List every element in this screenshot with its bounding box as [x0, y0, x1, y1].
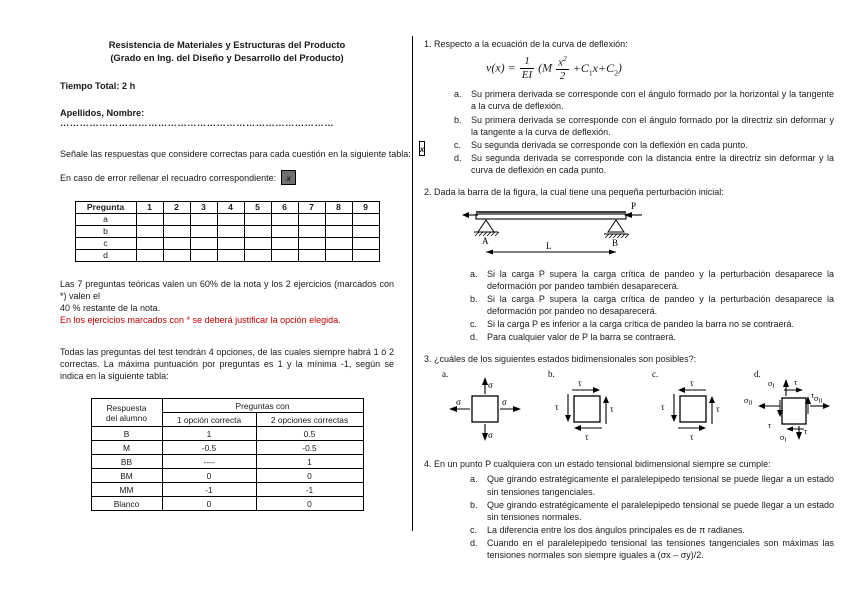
stress-d-label-sigma-ii-right: σII [814, 394, 823, 405]
option-text: Su segunda derivada se corresponde con la deflexión en cada punto. [471, 139, 748, 150]
option-letter: a. [470, 268, 478, 279]
question-3-stem [424, 353, 834, 365]
answer-grid-col-9: 9 [352, 201, 379, 213]
stress-d-arrow-sigma-i-up-head [783, 379, 789, 387]
equation-x-denominator: 2 [556, 69, 569, 82]
scoring-value-BM-2: 0 [256, 469, 363, 483]
question-4-options [424, 473, 834, 560]
answer-cell-d4[interactable] [217, 249, 244, 261]
question-4-text: En un punto P cualquiera con un estado tensional bidimensional siempre se cumple: [434, 459, 771, 470]
scoring-value-Blanco-1: 0 [162, 497, 256, 511]
stress-a-label-top: σ [488, 380, 493, 391]
deflection-equation [424, 55, 834, 82]
answer-cell-b6[interactable] [271, 225, 298, 237]
answer-cell-b7[interactable] [298, 225, 325, 237]
question-2-option-c[interactable] [470, 318, 834, 330]
question-1-text: Respecto a la ecuación de la curva de deflexión: [434, 39, 628, 49]
stress-b-arrow-left-head [565, 415, 571, 422]
answer-cell-a8[interactable] [325, 213, 352, 225]
stress-c-arrow-right-head [709, 396, 715, 403]
answer-grid-row-label-b: b [75, 225, 136, 237]
scoring-value-B-2: 0.5 [256, 427, 363, 441]
scoring-value-MM-2: -1 [256, 483, 363, 497]
answer-cell-c1[interactable] [136, 237, 163, 249]
question-2 [424, 186, 834, 343]
answer-cell-c8[interactable] [325, 237, 352, 249]
question-2-option-d[interactable] [470, 331, 834, 343]
stress-b-label-right: τ [610, 404, 614, 415]
answer-cell-b4[interactable] [217, 225, 244, 237]
scoring-row-label-M: M [91, 441, 162, 455]
scoring-row-label-BB: BB [91, 455, 162, 469]
equation-close-paren: ) [617, 60, 622, 75]
option-letter: b. [470, 294, 478, 304]
question-3 [424, 353, 834, 448]
answer-grid-col-4: 4 [217, 201, 244, 213]
scoring-value-B-1: 1 [162, 427, 256, 441]
answer-grid-header-label: Pregunta [75, 201, 136, 213]
support-a-triangle [478, 220, 494, 232]
stress-d-label-sigma-i-bottom: σI [780, 433, 787, 444]
answer-cell-d1[interactable] [136, 249, 163, 261]
answer-grid-col-2: 2 [163, 201, 190, 213]
stress-a-letter: a. [442, 369, 449, 380]
equation-x-exponent: 2 [563, 54, 567, 64]
stress-b-element [574, 396, 600, 422]
answer-grid-col-3: 3 [190, 201, 217, 213]
stress-d-label-tau-left: τ [768, 421, 772, 431]
option-letter: b. [454, 114, 462, 125]
question-1-option-a[interactable] [454, 88, 834, 112]
scoring-row-label-Blanco: Blanco [91, 497, 162, 511]
answer-cell-a9[interactable] [352, 213, 379, 225]
option-text: La diferencia entre los dos ángulos principales es de π radianes. [487, 524, 745, 535]
stress-d-arrow-sigma-i-down-head [796, 432, 802, 440]
table-row [91, 469, 363, 483]
dimension-arrow-right [609, 249, 616, 254]
scoring-value-M-1: -0.5 [162, 441, 256, 455]
equation-x-numerator: $x^2$ [558, 54, 567, 69]
scoring-value-Blanco-2: 0 [256, 497, 363, 511]
title-line-2: (Grado en Ing. del Diseño y Desarrollo del Producto) [110, 52, 344, 64]
scoring-header-col-2: 2 opciones correctas [256, 413, 363, 427]
stress-elements-svg [424, 368, 840, 448]
question-4-number: 4. [424, 459, 432, 470]
question-2-number: 2. [424, 186, 432, 197]
table-row [75, 213, 379, 225]
option-text: Si la carga P supera la carga crítica de pandeo y la perturbación desaparece la deformación por pandeo no desaparecerá. [487, 294, 834, 317]
answer-cell-a3[interactable] [190, 213, 217, 225]
beam-bar [476, 214, 626, 219]
stress-d-element [782, 398, 806, 424]
question-3-number: 3. [424, 354, 432, 365]
answer-cell-d7[interactable] [298, 249, 325, 261]
option-text: Que girando estratégicamente el paralelepipedo tensional se puede llegar a un estado sin tensiones normales. [487, 499, 834, 522]
stress-a-label-right: σ [502, 397, 507, 408]
answer-grid-table[interactable] [75, 201, 380, 262]
question-1-number: 1. [424, 39, 432, 49]
beam-label-b: B [612, 237, 619, 248]
stress-b-label-top: τ [578, 378, 582, 389]
stress-d-arrow-sigma-ii-right-head [823, 403, 830, 409]
stress-d-label-tau-right: τ [811, 391, 815, 401]
scoring-value-BM-1: 0 [162, 469, 256, 483]
answer-cell-b1[interactable] [136, 225, 163, 237]
scoring-value-MM-1: -1 [162, 483, 256, 497]
stress-c-label-right: τ [716, 404, 720, 415]
equation-lhs: v(x) = [486, 60, 516, 75]
question-1-option-c[interactable] [454, 139, 834, 151]
answer-cell-a2[interactable] [163, 213, 190, 225]
question-1-stem [424, 38, 834, 50]
answer-cell-c9[interactable] [352, 237, 379, 249]
scoring-row-label-MM: MM [91, 483, 162, 497]
option-letter: a. [454, 89, 462, 100]
answer-grid-row-label-a: a [75, 213, 136, 225]
scoring-row-label-B: B [91, 427, 162, 441]
support-b-triangle [608, 220, 624, 232]
answer-grid-col-1: 1 [136, 201, 163, 213]
equation-fraction-x2-2 [556, 55, 569, 82]
stress-d-arrow-tau-top-head [796, 388, 803, 393]
option-letter: c. [454, 139, 462, 150]
scoring-header-response-line1: Respuesta [106, 402, 147, 413]
answer-grid-col-5: 5 [244, 201, 271, 213]
stress-a-label-bottom: σ [488, 430, 493, 441]
option-text: Cuando en el paralelepipedo tensional las tensiones tangenciales son máximas las tensiones normales son siempre iguales a (σx – σy)/2. [487, 537, 834, 560]
answer-cell-a7[interactable] [298, 213, 325, 225]
example-mark-box[interactable]: x [419, 141, 425, 156]
equation-c2-term: $x+C_2$ [592, 60, 618, 77]
grading-note-line-1: Las 7 preguntas teóricas valen un 60% de la nota y los 2 ejercicios (marcados con *) valen el [60, 278, 394, 301]
stress-c-label-top: τ [690, 378, 694, 389]
answer-cell-a1[interactable] [136, 213, 163, 225]
apellidos-dotted-line: ………………………………………………………………………… [60, 117, 335, 128]
answer-grid-row-label-c: c [75, 237, 136, 249]
table-row [91, 497, 363, 511]
answer-cell-d9[interactable] [352, 249, 379, 261]
answer-cell-b3[interactable] [190, 225, 217, 237]
stress-d-arrow-tau-bottom-head [786, 427, 793, 432]
answer-cell-b5[interactable] [244, 225, 271, 237]
stress-d-letter: d. [754, 369, 761, 380]
scoring-value-M-2: -0.5 [256, 441, 363, 455]
stress-c-element [680, 396, 706, 422]
scoring-header-response-line2: del alumno [106, 412, 147, 423]
option-text: Si la carga P supera la carga crítica de pandeo y la perturbación desaparece la deformación por pandeo también desaparecerá. [487, 268, 834, 291]
option-text: Si la carga P es inferior a la carga crítica de pandeo la barra no se contraerá. [487, 319, 795, 330]
beam-label-p: P [631, 201, 637, 211]
question-4-stem [424, 458, 834, 470]
stress-c-arrow-bottom-head [699, 425, 706, 431]
table-row [91, 441, 363, 455]
option-letter: c. [470, 524, 478, 535]
stress-a-arrow-right-head [513, 406, 521, 412]
beam-label-a: A [482, 235, 489, 246]
scoring-header-col-1: 1 opción correcta [162, 413, 256, 427]
question-1-option-b[interactable] [454, 114, 834, 138]
answer-cell-c4[interactable] [217, 237, 244, 249]
stress-a-label-left: σ [456, 397, 461, 408]
dimension-arrow-left [486, 249, 493, 254]
answer-grid-row-label-d: d [75, 249, 136, 261]
answer-cell-c3[interactable] [190, 237, 217, 249]
answer-cell-a4[interactable] [217, 213, 244, 225]
answer-cell-c6[interactable] [271, 237, 298, 249]
option-text: Su primera derivada se corresponde con el ángulo formado por la horizontal y la tangente a la curva de deflexión. [471, 89, 834, 112]
scoring-table [91, 398, 364, 511]
question-1 [424, 38, 834, 176]
stress-c-label-bottom: τ [690, 432, 694, 443]
grading-note-paragraph [60, 278, 394, 314]
question-4-option-d[interactable] [470, 537, 834, 561]
answer-cell-b8[interactable] [325, 225, 352, 237]
answer-grid-col-6: 6 [271, 201, 298, 213]
scoring-header-response [91, 399, 162, 427]
buckling-beam-figure [424, 202, 834, 264]
equation-fraction-1-EI [520, 56, 534, 81]
question-4 [424, 458, 834, 560]
beam-diagram-svg [424, 202, 684, 264]
equation-c1-term: $+C_1$ [572, 60, 593, 77]
scoring-intro-paragraph: Todas las preguntas del test tendrán 4 opciones, de las cuales siempre habrá 1 ó 2 correctas. La máxima puntuación por preguntas es 1 y la mínima -1, según se indica en la siguiente tabla: [60, 346, 394, 381]
answer-cell-b9[interactable] [352, 225, 379, 237]
stress-d-label-sigma-ii-left: σII [744, 396, 753, 407]
table-row [91, 427, 363, 441]
equation-open-paren-M: (M [538, 60, 553, 75]
option-text: Que girando estratégicamente el paralelepipedo tensional se puede llegar a un estado sin tensiones tangenciales. [487, 474, 834, 497]
answer-cell-d2[interactable] [163, 249, 190, 261]
reaction-arrow-left-head [462, 212, 469, 218]
question-2-option-b[interactable] [470, 293, 834, 317]
stress-d-arrow-sigma-ii-left-head [758, 403, 765, 409]
scoring-value-BB-1: ---- [162, 455, 256, 469]
stress-d-label-tau-bottom: τ [804, 427, 808, 437]
question-4-option-b[interactable] [470, 499, 834, 523]
equation-frac-denominator: EI [521, 69, 533, 82]
table-row [75, 249, 379, 261]
table-row [91, 483, 363, 497]
answer-cell-d3[interactable] [190, 249, 217, 261]
right-column [412, 0, 848, 600]
instruction-error-correction [60, 169, 394, 187]
question-2-text: Dada la barra de la figura, la cual tiene una pequeña perturbación inicial: [434, 186, 724, 197]
table-row [91, 455, 363, 469]
option-letter: d. [454, 152, 462, 163]
answer-cell-a6[interactable] [271, 213, 298, 225]
answer-cell-d6[interactable] [271, 249, 298, 261]
stress-b-arrow-right-head [603, 396, 609, 403]
table-header-row [75, 201, 379, 213]
table-row [75, 237, 379, 249]
example-filled-box[interactable]: x [281, 170, 296, 185]
question-3-text: ¿cuáles de los siguientes estados bidimensionales son posibles?: [434, 354, 697, 365]
answer-grid-col-7: 7 [298, 201, 325, 213]
page-title [60, 38, 394, 65]
apellidos-nombre-field [60, 108, 394, 128]
instruction-error-correction-text: En caso de error rellenar el recuadro correspondiente: [60, 172, 277, 183]
stress-d-label-tau-top: τ [794, 378, 798, 388]
option-letter: d. [470, 537, 478, 548]
load-arrow-p-head [624, 212, 632, 218]
instruction-mark-answers-text: Señale las respuestas que considere correctas para cada cuestión en la siguiente tabla: [60, 148, 411, 159]
stress-b-arrow-top-head [593, 387, 600, 393]
question-4-option-a[interactable] [470, 473, 834, 497]
answer-cell-a5[interactable] [244, 213, 271, 225]
stress-state-figures [424, 368, 834, 448]
answer-cell-c7[interactable] [298, 237, 325, 249]
option-text: Su primera derivada se corresponde con el ángulo formado por la directriz sin deformar y la tangente a la curva de deflexión. [471, 114, 834, 137]
stress-b-label-left: τ [555, 402, 559, 413]
question-2-options [424, 268, 834, 343]
option-text: Para cualquier valor de P la barra se contraerá. [487, 332, 676, 343]
answer-cell-b2[interactable] [163, 225, 190, 237]
stress-c-arrow-left-head [671, 415, 677, 422]
instruction-mark-answers [60, 145, 425, 163]
tiempo-total-label: Tiempo Total: 2 h [60, 80, 136, 91]
option-letter: c. [470, 319, 478, 330]
stress-a-element [472, 396, 498, 422]
stress-c-arrow-top-head [678, 387, 685, 393]
answer-cell-d8[interactable] [325, 249, 352, 261]
option-letter: b. [470, 499, 478, 510]
option-text: Su segunda derivada se corresponde con la distancia entre la directriz sin deformar y la curva de deflexión en cada punto. [471, 152, 834, 175]
answer-cell-d5[interactable] [244, 249, 271, 261]
stress-b-arrow-bottom-head [574, 425, 581, 431]
scoring-row-label-BM: BM [91, 469, 162, 483]
answer-grid-col-8: 8 [325, 201, 352, 213]
question-1-option-d[interactable] [454, 152, 834, 176]
justification-note: En los ejercicios marcados con * se deberá justificar la opción elegida. [60, 314, 341, 325]
title-line-1: Resistencia de Materiales y Estructuras del Producto [108, 39, 346, 50]
scoring-value-BB-2: 1 [256, 455, 363, 469]
option-letter: a. [470, 474, 478, 485]
table-row [75, 225, 379, 237]
question-2-option-a[interactable] [470, 268, 834, 292]
beam-label-l: L [546, 240, 552, 251]
stress-c-label-left: τ [661, 402, 665, 413]
equation-frac-numerator: 1 [524, 55, 530, 68]
question-2-stem [424, 186, 834, 198]
answer-cell-c5[interactable] [244, 237, 271, 249]
table-header-row [91, 399, 363, 413]
question-4-option-c[interactable] [470, 524, 834, 536]
stress-c-letter: c. [652, 369, 659, 380]
stress-b-label-bottom: τ [585, 432, 589, 443]
scoring-header-group: Preguntas con [162, 399, 363, 413]
stress-b-letter: b. [548, 369, 555, 380]
stress-d-label-sigma-i-top: σI [768, 379, 775, 390]
option-letter: d. [470, 332, 478, 343]
answer-cell-c2[interactable] [163, 237, 190, 249]
question-1-options [424, 88, 834, 175]
grading-note-line-2: 40 % restante de la nota. [60, 302, 161, 313]
apellidos-label: Apellidos, Nombre: [60, 107, 145, 118]
